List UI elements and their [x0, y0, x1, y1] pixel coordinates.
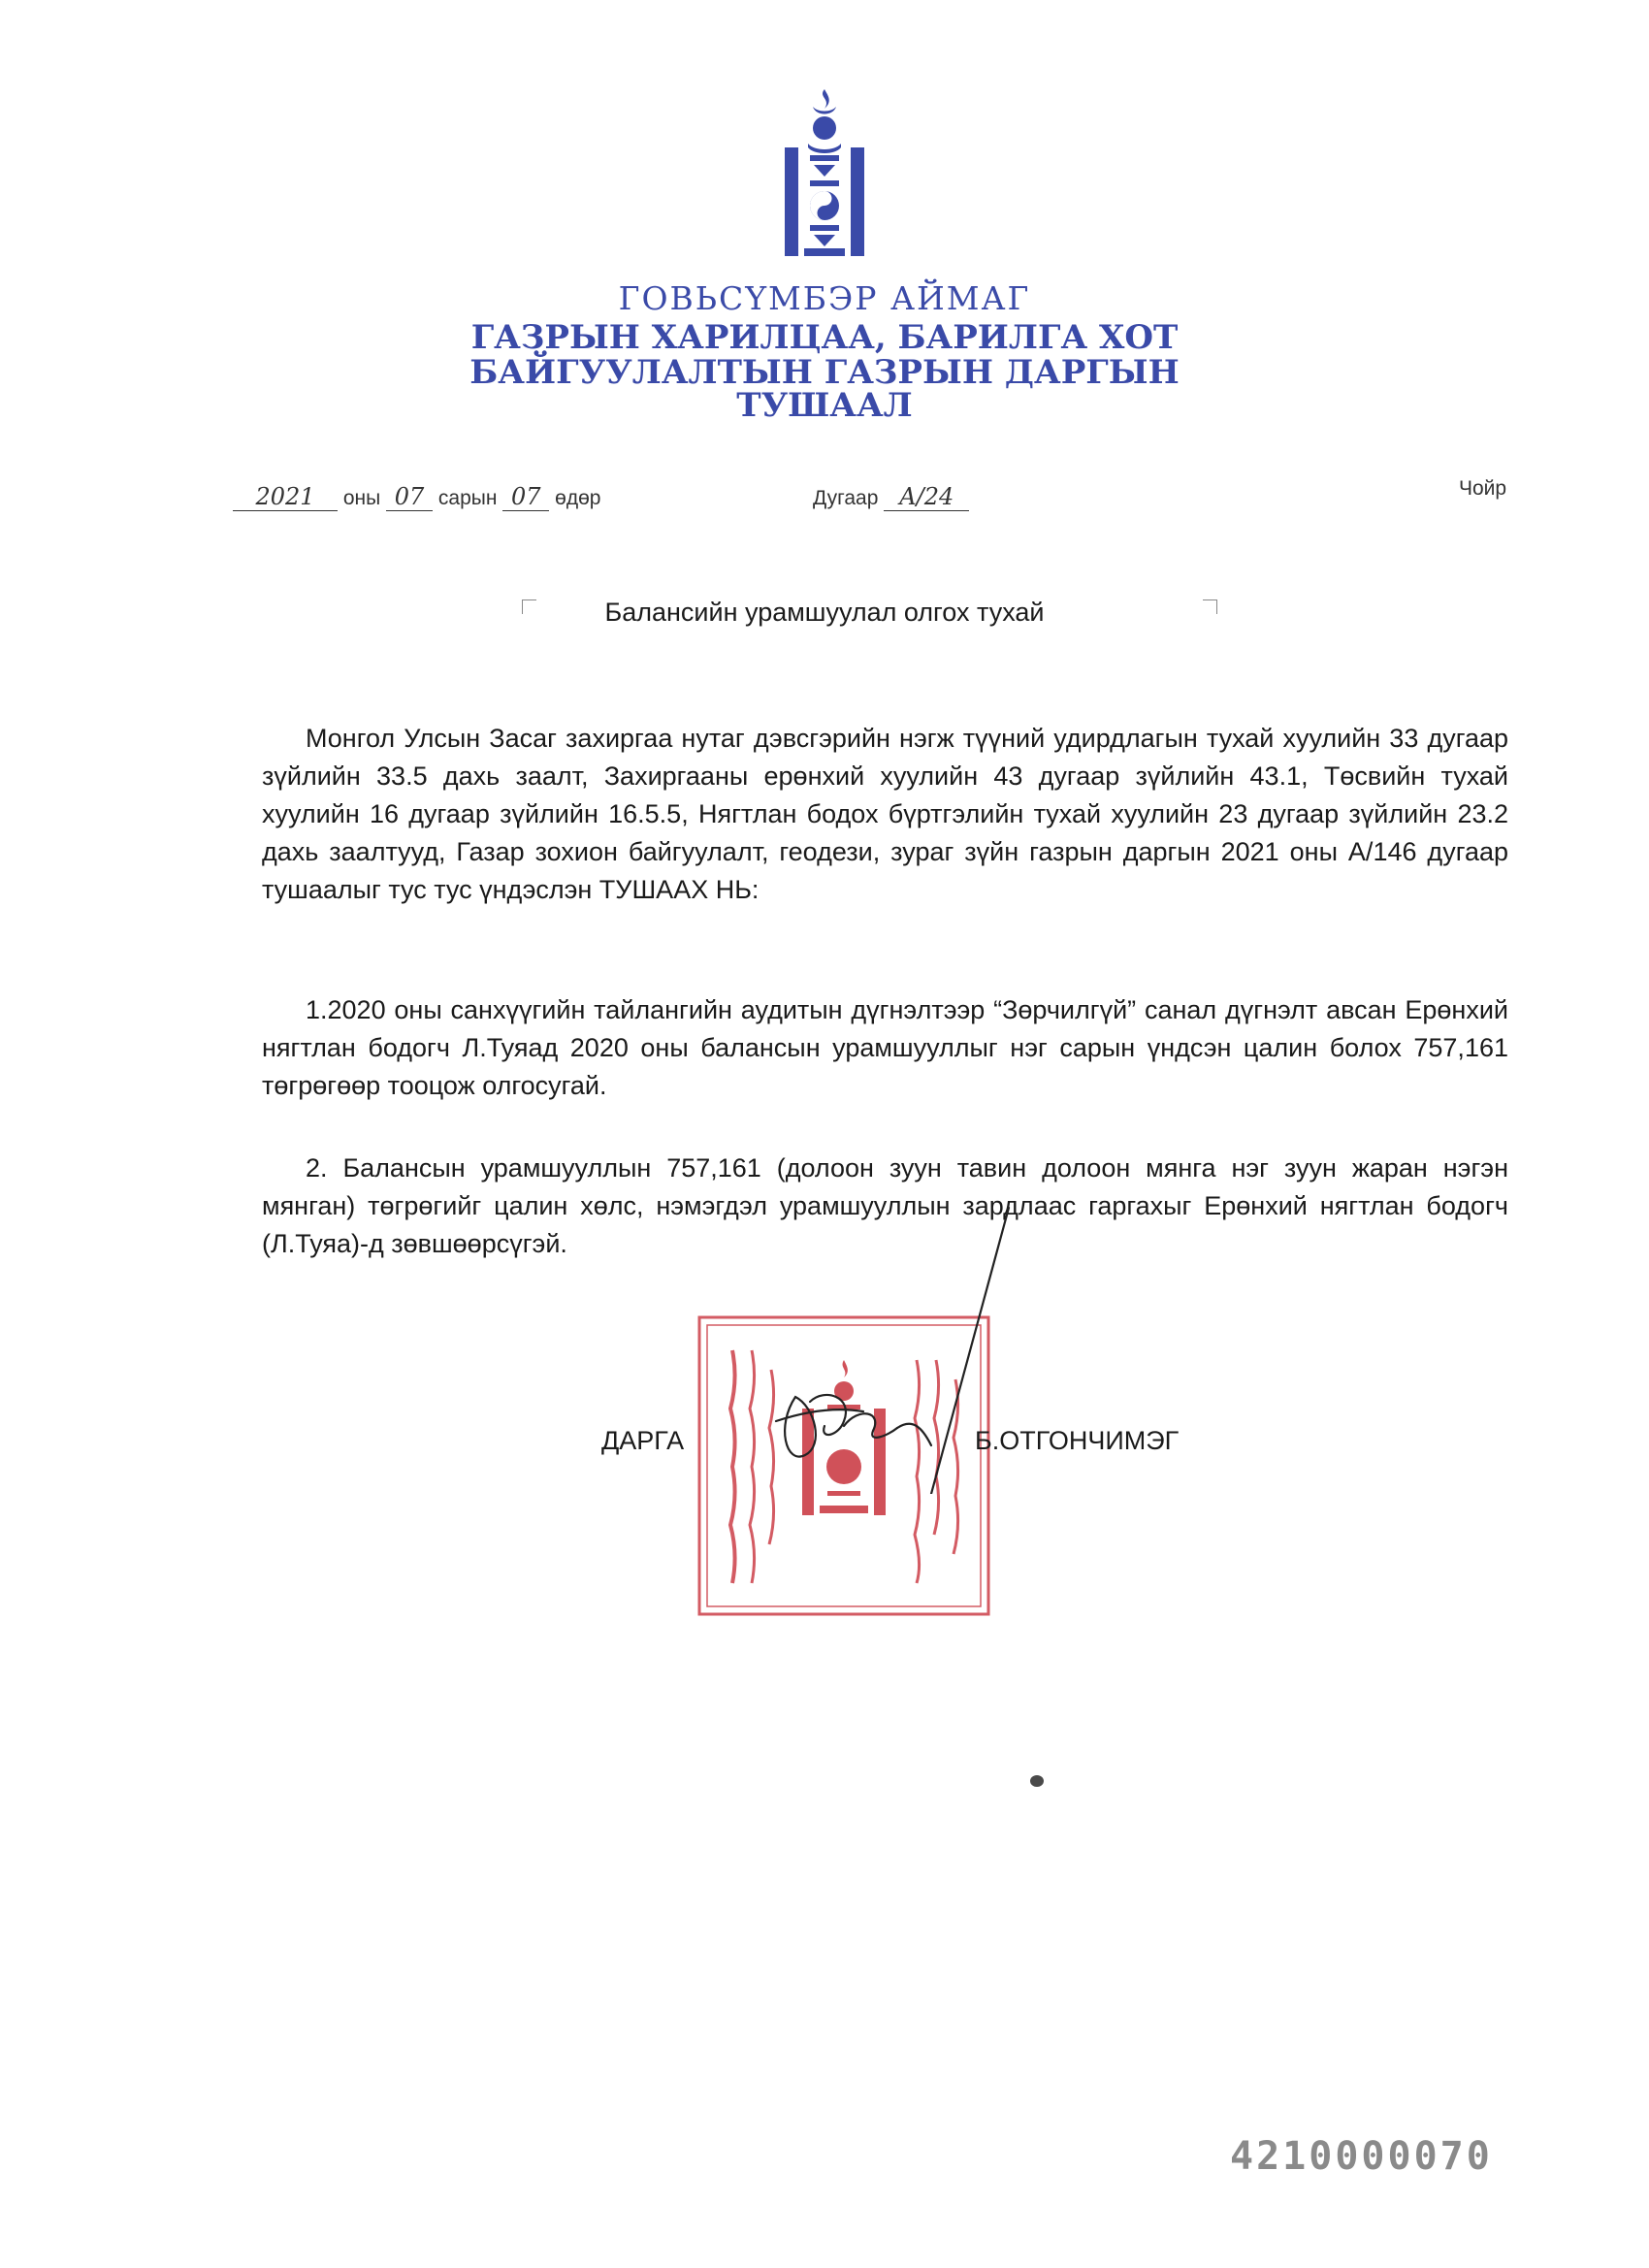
date-line: [233, 483, 600, 511]
date-year: 2021: [233, 483, 338, 511]
soyombo-emblem-icon: [781, 87, 868, 258]
date-day: 07: [502, 483, 549, 511]
number-value: A/24: [884, 483, 969, 511]
date-month: 07: [386, 483, 433, 511]
signatory-name: Б.ОТГОНЧИМЭГ: [975, 1426, 1180, 1455]
signatory-title: ДАРГА: [601, 1426, 685, 1455]
document-type: ТУШААЛ: [736, 386, 913, 425]
serial-number: 4210000070: [1230, 2134, 1493, 2179]
year-label: оны: [342, 487, 381, 509]
place-name: Чойр: [1459, 477, 1507, 500]
month-label: сарын: [437, 487, 498, 509]
document-title: Балансийн урамшуулал олгох тухай: [604, 598, 1045, 627]
organization-line-2: БАЙГУУЛАЛТЫН ГАЗРЫН ДАРГЫН: [469, 353, 1180, 392]
aimag-name: ГОВЬСҮМБЭР АЙМАГ: [618, 279, 1031, 317]
organization-line-1: ГАЗРЫН ХАРИЛЦАА, БАРИЛГА ХОТ: [470, 318, 1179, 357]
order-item-2: 2. Балансын урамшууллын 757,161 (долоон зуун тавин долоон мянга нэг зуун жаран нэгэн мянган) төгрөгийг цалин хөлс, нэмэгдэл урамшууллын зардлаас гаргахыг Ерөнхий нягтлан бодогч (Л.Туяа)-д зөвшөөрсүгэй.: [262, 1153, 1508, 1258]
intro-paragraph: Монгол Улсын Засаг захиргаа нутаг дэвсгэрийн нэгж түүний удирдлагын тухай хуулийн 33 дугаар зүйлийн 33.5 дахь заалт, Захиргааны ерөнхий хуулийн 43 дугаар зүйлийн 43.1, Төсвийн тухай хуулийн 16 дугаар зүйлийн 16.5.5, Нягтлан бодох бүртгэлийн тухай хуулийн 23 дугаар зүйлийн 23.2 дахь заалтууд, Газар зохион байгуулалт, геодези, зураг зүйн газрын даргын 2021 оны А/146 дугаар тушаалыг тус тус үндэслэн ТУШААХ НЬ:: [262, 724, 1508, 904]
day-label: өдөр: [555, 487, 601, 509]
document-number: [813, 483, 969, 511]
order-item-1: 1.2020 оны санхүүгийн тайлангийн аудитын дүгнэлтээр “Зөрчилгүй” санал дүгнэлт авсан Ерөнхий нягтлан бодогч Л.Туяад 2020 оны балансын урамшууллыг нэг сарын үндсэн цалин болох 757,161 төгрөгөөр тооцож олгосугай.: [262, 995, 1508, 1100]
number-label: Дугаар: [813, 487, 879, 509]
ink-spot: [1030, 1775, 1044, 1787]
